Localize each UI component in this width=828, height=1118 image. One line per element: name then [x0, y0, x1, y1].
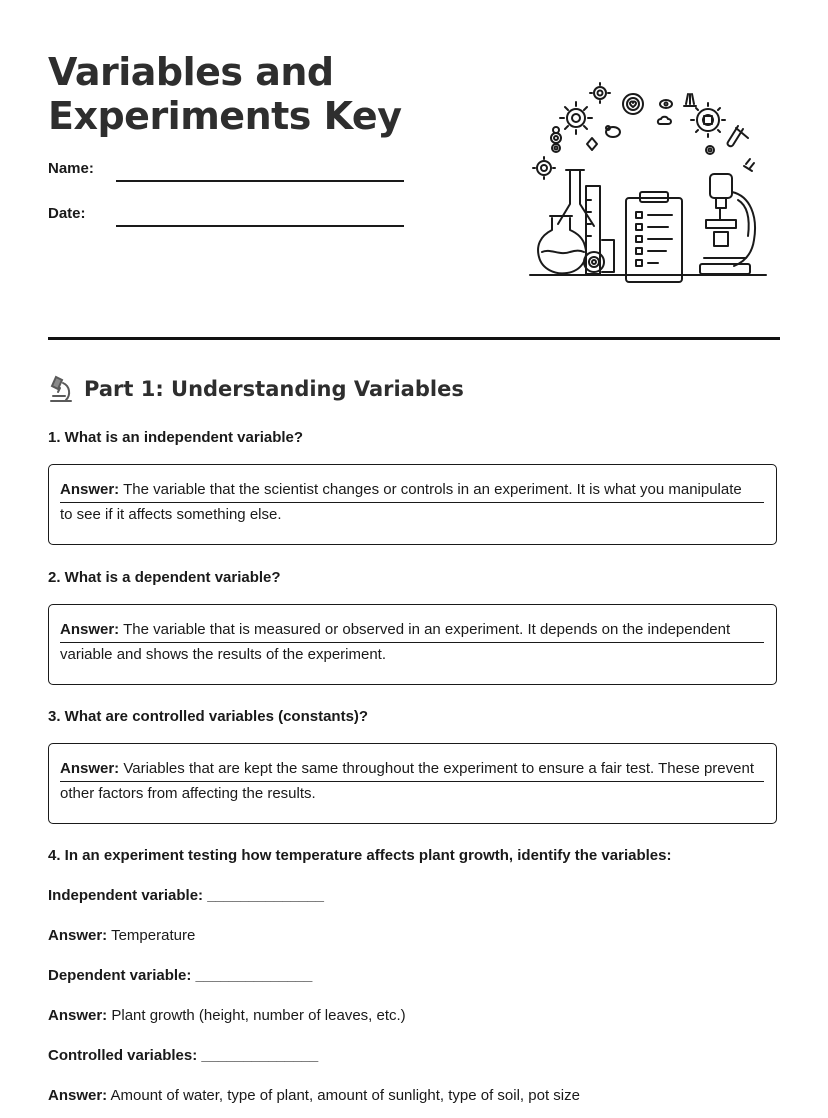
independent-variable-answer: Answer: Temperature — [48, 927, 196, 944]
question-2: 2. What is a dependent variable? — [48, 569, 281, 586]
name-field[interactable] — [116, 180, 404, 182]
test-tube-icon — [728, 126, 748, 146]
answer-box-1 — [48, 464, 777, 545]
name-label: Name: — [48, 160, 94, 177]
brush-icon — [684, 94, 696, 106]
title-line-1: Variables and — [48, 50, 334, 94]
page-title — [48, 50, 428, 138]
round-flask-icon — [538, 216, 586, 273]
answer-2-text-2: variable and shows the results of the experiment. — [60, 646, 387, 663]
date-field[interactable] — [116, 225, 404, 227]
date-label: Date: — [48, 205, 86, 222]
small-gear-icon — [551, 127, 561, 152]
gear-icon — [590, 83, 610, 103]
independent-variable-label: Independent variable: ______________ — [48, 887, 324, 904]
microscope-icon — [48, 374, 74, 404]
answer-1-text-2: to see if it affects something else. — [60, 506, 282, 523]
clipboard-icon — [626, 192, 682, 282]
eye-icon — [660, 100, 672, 108]
gear-icon — [560, 102, 592, 134]
graduated-cylinder-icon — [584, 186, 614, 274]
answer-2-text-1: The variable that is measured or observed in an experiment. It depends on the independent — [119, 621, 731, 638]
question-3: 3. What are controlled variables (constants)? — [48, 708, 369, 725]
answer-1-line-1 — [60, 478, 764, 503]
dependent-variable-label: Dependent variable: ______________ — [48, 967, 313, 984]
mouse-icon — [606, 126, 620, 137]
gear-icon — [533, 157, 555, 179]
answer-1-text-1: The variable that the scientist changes or controls in an experiment. It is what you manipulate — [119, 481, 742, 498]
diamond-icon — [587, 138, 597, 150]
erlenmeyer-flask-icon — [558, 170, 594, 226]
cloud-icon — [658, 117, 671, 124]
part1-heading-text: Part 1: Understanding Variables — [84, 377, 464, 401]
part1-heading — [48, 374, 464, 404]
answer-box-2 — [48, 604, 777, 685]
question-4: 4. In an experiment testing how temperature affects plant growth, identify the variables: — [48, 847, 672, 864]
answer-2-label: Answer: — [60, 621, 120, 638]
heart-gear-icon — [623, 94, 643, 114]
science-lab-illustration — [528, 80, 780, 285]
answer-3-text-2: other factors from affecting the results. — [60, 785, 316, 802]
answer-2-line-1 — [60, 618, 764, 643]
answer-box-3 — [48, 743, 777, 824]
answer-1-label: Answer: — [60, 481, 120, 498]
answer-3-text-1: Variables that are kept the same throughout the experiment to ensure a fair test. These prevent — [119, 760, 754, 777]
controlled-variables-label: Controlled variables: ______________ — [48, 1047, 319, 1064]
dependent-variable-answer: Answer: Plant growth (height, number of leaves, etc.) — [48, 1007, 406, 1024]
answer-3-label: Answer: — [60, 760, 120, 777]
controlled-variables-answer: Answer: Amount of water, type of plant, amount of sunlight, type of soil, pot size — [48, 1087, 580, 1104]
question-1: 1. What is an independent variable? — [48, 429, 304, 446]
answer-3-line-1 — [60, 757, 764, 782]
title-line-2: Experiments Key — [48, 94, 402, 138]
gear-icon — [691, 103, 725, 137]
header-divider — [48, 337, 780, 340]
small-gear-icon — [706, 146, 754, 171]
microscope-icon — [700, 174, 755, 274]
